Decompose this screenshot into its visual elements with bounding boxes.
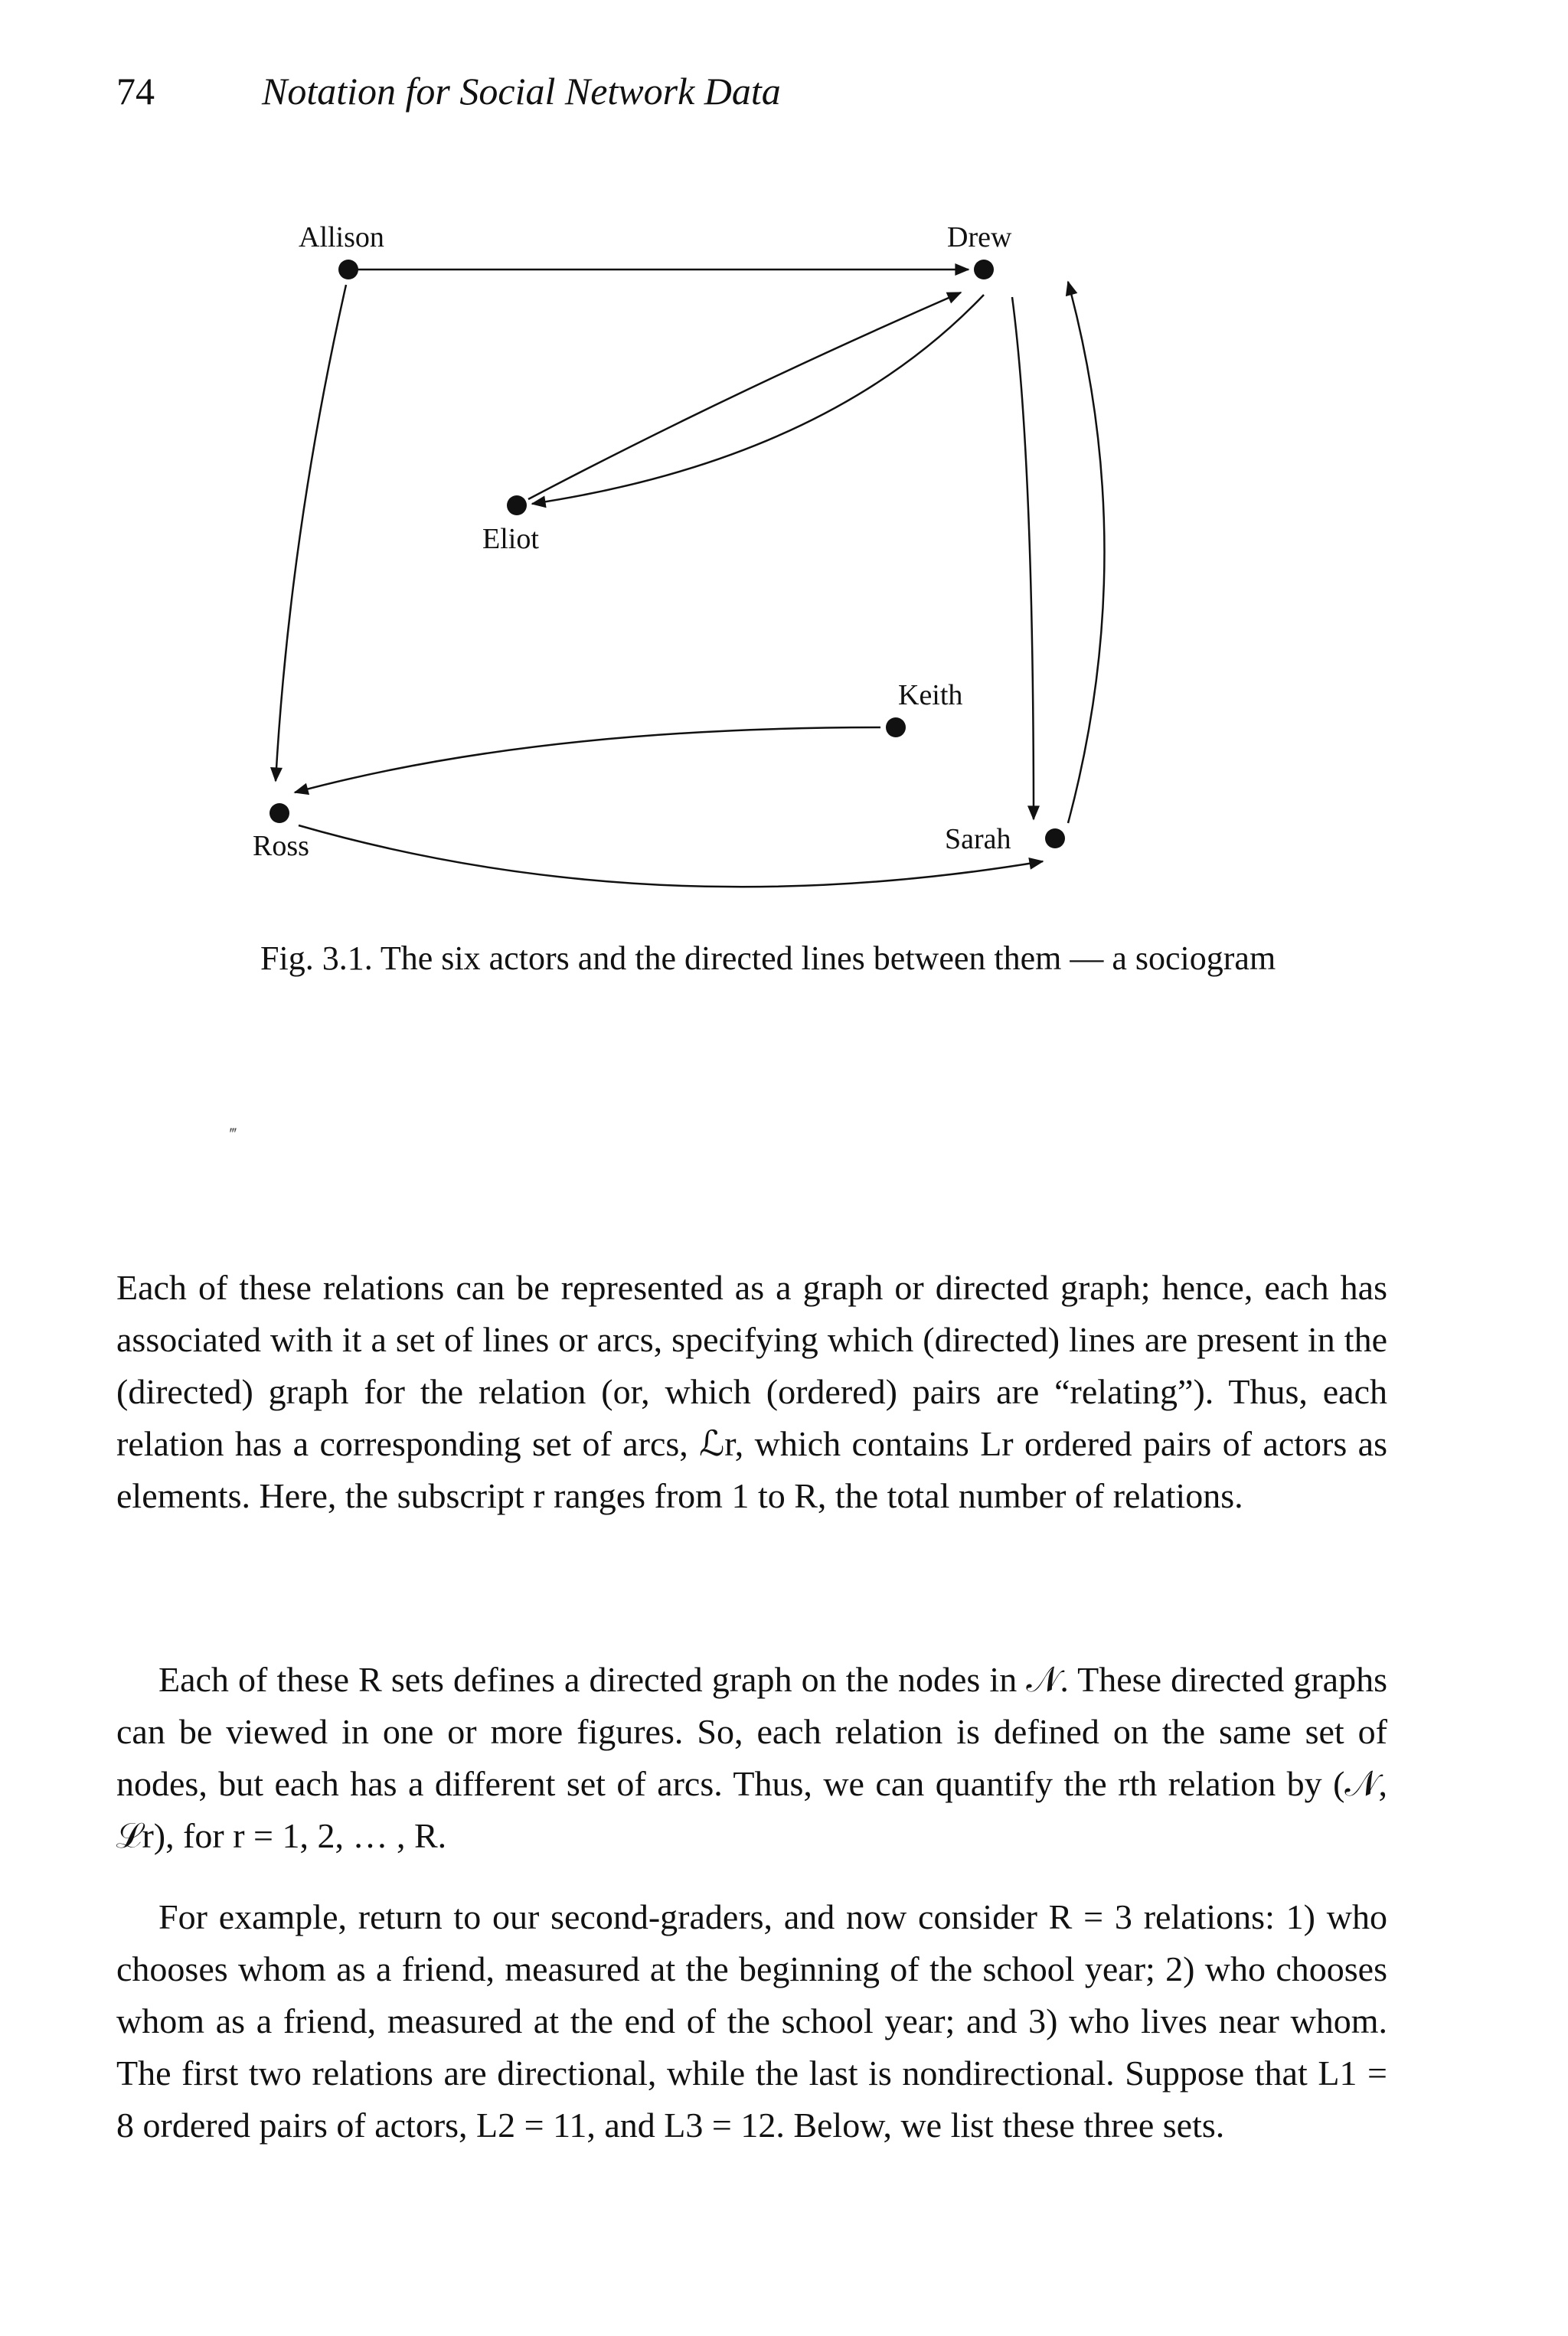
running-title: Notation for Social Network Data [262,70,781,113]
sociogram-figure [0,0,1568,919]
paragraph-text: Each of these R sets defines a directed graph on the nodes in 𝒩. These directed graphs can be viewed in one or more figures. So, each relation is defined on the same set of nodes, but each has a different set of arcs. Thus, we can quantify the rth relation by (𝒩, ℒr), for r = 1, 2, … , R. [116,1660,1387,1855]
label-allison: Allison [299,221,384,253]
paragraph-text: Each of these relations can be represented as a graph or directed graph; hence, each has associated with it a set of lines or arcs, specifying which (directed) lines are present in the (directed) graph for the relation (or, which (ordered) pairs are “relating”). Thus, each relation has a corresponding set of arcs, ℒr, which contains Lr ordered pairs of actors as elements. Here, the subscript r ranges from 1 to R, the total number of relations. [116,1268,1387,1515]
label-ross: Ross [253,830,309,862]
node-ross [270,803,289,823]
sociogram-svg [0,0,1568,919]
arc-drew-sarah [1012,297,1034,819]
label-sarah: Sarah [945,823,1011,855]
stray-mark: ‴ [230,1124,237,1143]
node-sarah [1045,828,1065,848]
node-eliot [507,495,527,515]
body-paragraph-1 [116,1262,1387,1522]
page-number: 74 [116,70,155,113]
node-keith [886,717,906,737]
node-drew [974,260,994,279]
label-drew: Drew [947,221,1012,253]
paragraph-text: For example, return to our second-graders, and now consider R = 3 relations: 1) who chooses whom as a friend, measured at the beginning of the school year; 2) who chooses whom as a friend, measured at the end of the school year; and 3) who lives near whom. The first two relations are directional, while the last is nondirectional. Suppose that L1 = 8 ordered pairs of actors, L2 = 11, and L3 = 12. Below, we list these three sets. [116,1897,1387,2145]
node-allison [338,260,358,279]
arc-allison-ross [276,285,346,781]
arc-drew-eliot [532,295,984,504]
arc-sarah-drew [1068,282,1105,823]
body-paragraph-2 [116,1654,1387,1862]
label-eliot: Eliot [482,523,539,555]
arc-eliot-drew [528,292,961,499]
figure-caption: Fig. 3.1. The six actors and the directed lines between them — a sociogram [260,939,1276,977]
body-paragraph-3 [116,1891,1387,2151]
arc-keith-ross [295,727,880,792]
label-keith: Keith [898,679,963,711]
arc-ross-sarah [299,825,1043,887]
